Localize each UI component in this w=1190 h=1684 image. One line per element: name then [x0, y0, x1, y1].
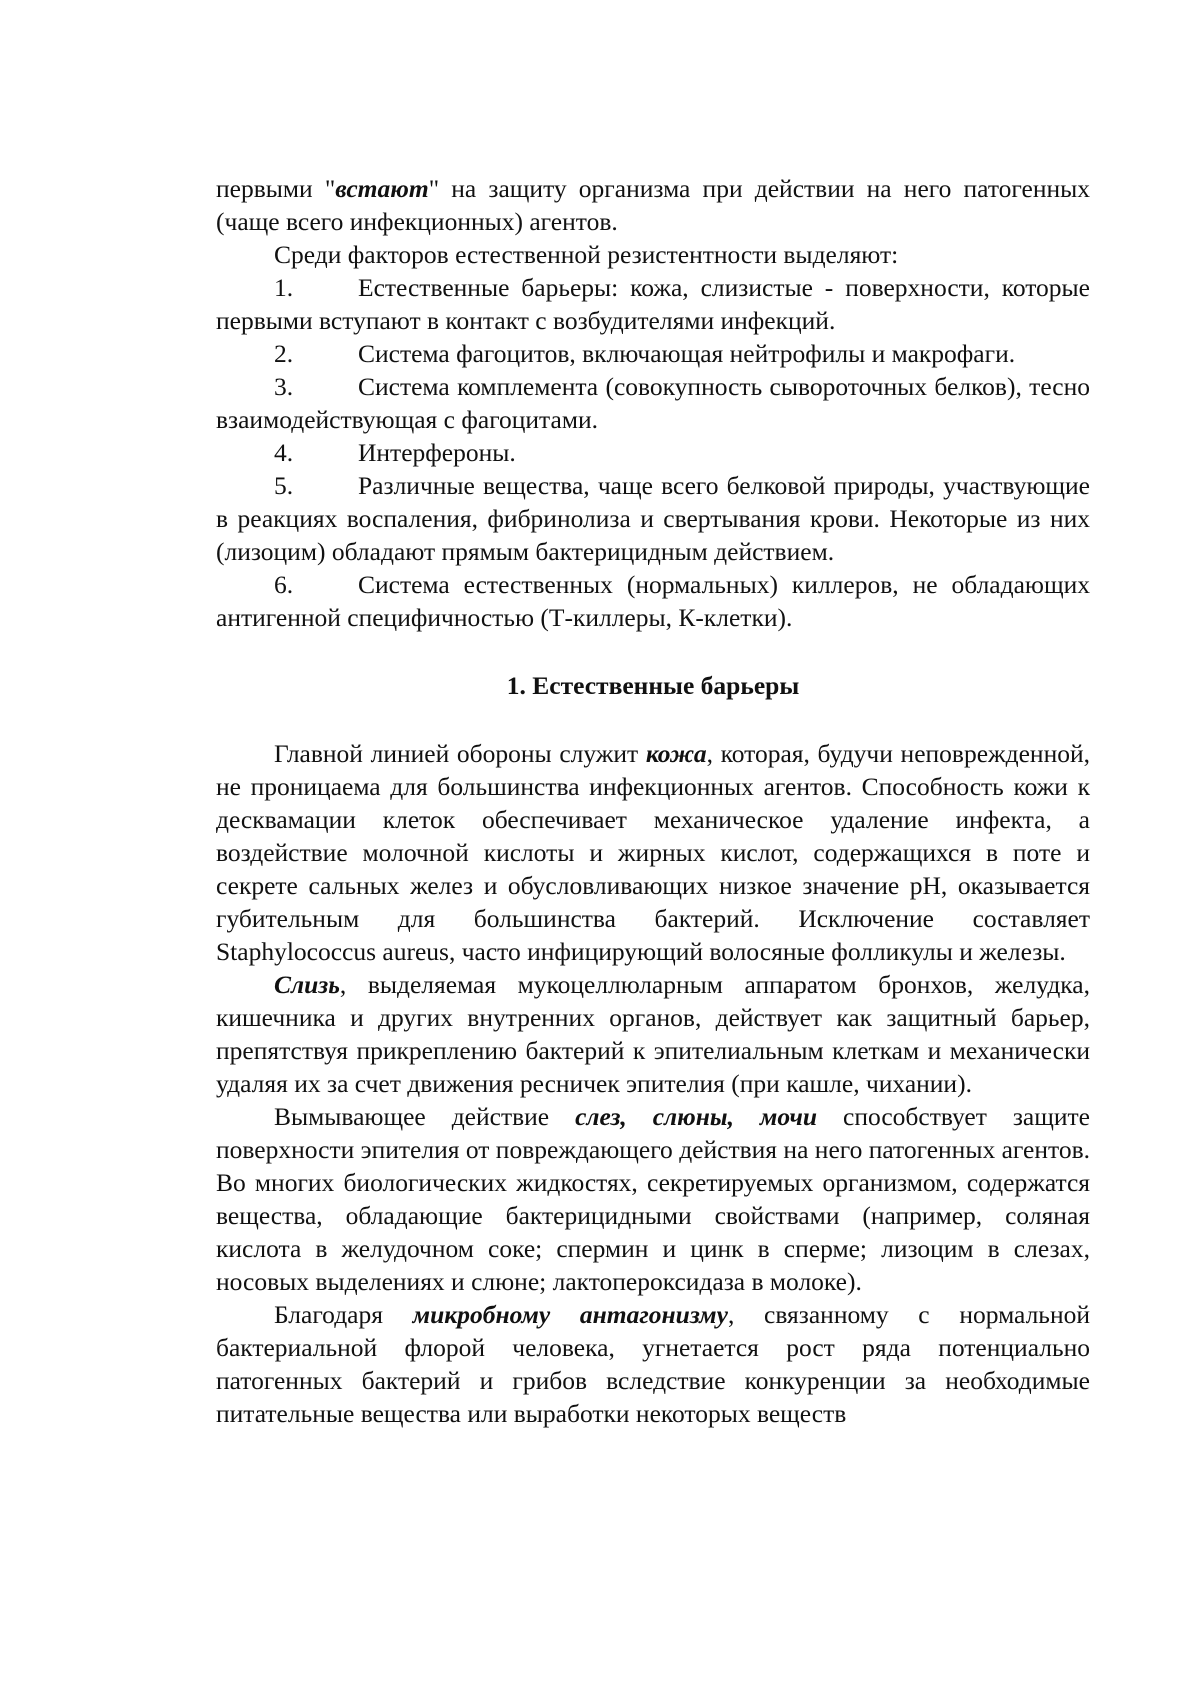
list-item — [216, 271, 1090, 337]
list-number: 4. — [274, 438, 294, 467]
list-item — [216, 337, 1090, 370]
list-text: Система фагоцитов, включающая нейтрофилы и макрофаги. — [358, 339, 1016, 368]
emphasis-text: слез, слюны, мочи — [575, 1102, 818, 1131]
list-item — [216, 370, 1090, 436]
fluids-paragraph — [216, 1100, 1090, 1298]
skin-paragraph — [216, 737, 1090, 968]
emphasis-text: микробному антагонизму — [412, 1300, 728, 1329]
body-text: , выделяемая мукоцеллюларным аппаратом бронхов, желудка, кишечника и других внутренних органов, действует как защитный барьер, препятствуя прикреплению бактерий к эпителиальным клеткам и механически удаляя их за счет движения ресничек эпителия (при кашле, чихании). — [216, 970, 1090, 1098]
factors-list — [216, 271, 1090, 634]
body-text: способствует защите поверхности эпителия от повреждающего действия на него патогенных агентов. Во многих биологических жидкостях, секретируемых организмом, содержатся вещества, обладающие бактерицидными свойствами (например, соляная кислота в желудочном соке; спермин и цинк в сперме; лизоцим в слезах, носовых выделениях и слюне; лактопероксидаза в молоке). — [216, 1102, 1090, 1296]
list-number: 1. — [274, 273, 294, 302]
list-text: Интерфероны. — [358, 438, 516, 467]
list-number: 6. — [274, 570, 294, 599]
emphasis-text: встают — [335, 174, 429, 203]
body-text: Главной линией обороны служит — [274, 739, 646, 768]
emphasis-text: кожа — [645, 739, 707, 768]
body-text: , связанному с нормальной бактериальной флорой человека, угнетается рост ряда потенциально патогенных бактерий и грибов вследствие конкуренции за необходимые питательные вещества или выработки некоторых веществ — [216, 1300, 1090, 1428]
list-item — [216, 469, 1090, 568]
emphasis-text: Слизь — [274, 970, 340, 999]
factors-lead: Среди факторов естественной резистентности выделяют: — [274, 240, 899, 269]
list-item — [216, 436, 1090, 469]
document-page — [216, 172, 1090, 1430]
section-heading: 1. Естественные барьеры — [506, 671, 800, 700]
body-text: Вымывающее действие — [274, 1102, 576, 1131]
intro-text: первыми " — [216, 174, 336, 203]
list-text: Естественные барьеры: кожа, слизистые - поверхности, которые первыми вступают в контакт с возбудителями инфекций. — [216, 273, 1090, 335]
list-text: Система естественных (нормальных) киллеров, не обладающих антигенной специфичностью (Т-киллеры, К-клетки). — [216, 570, 1090, 632]
list-text: Система комплемента (совокупность сывороточных белков), тесно взаимодействующая с фагоцитами. — [216, 372, 1090, 434]
list-number: 5. — [274, 471, 294, 500]
body-text: Благодаря — [274, 1300, 413, 1329]
mucus-paragraph — [216, 968, 1090, 1100]
list-item — [216, 568, 1090, 634]
list-text: Различные вещества, чаще всего белковой природы, участвующие в реакциях воспаления, фибринолиза и свертывания крови. Некоторые из них (лизоцим) обладают прямым бактерицидным действием. — [216, 471, 1090, 566]
antagonism-paragraph — [216, 1298, 1090, 1430]
intro-paragraph — [216, 172, 1090, 238]
intro-text: " на защиту организма при действии на него патогенных (чаще всего инфекционных) агентов. — [216, 174, 1090, 236]
body-text: , которая, будучи неповрежденной, не проницаема для большинства инфекционных агентов. Способность кожи к десквамации клеток обеспечивает механическое удаление инфекта, а воздействие молочной кислоты и жирных кислот, содержащихся в поте и секрете сальных желез и обусловливающих низкое значение pH, оказывается губительным для большинства бактерий. Исключение составляет Staphylococcus aureus, часто инфицирующий волосяные фолликулы и железы. — [216, 739, 1090, 966]
list-number: 2. — [274, 339, 294, 368]
list-number: 3. — [274, 372, 294, 401]
